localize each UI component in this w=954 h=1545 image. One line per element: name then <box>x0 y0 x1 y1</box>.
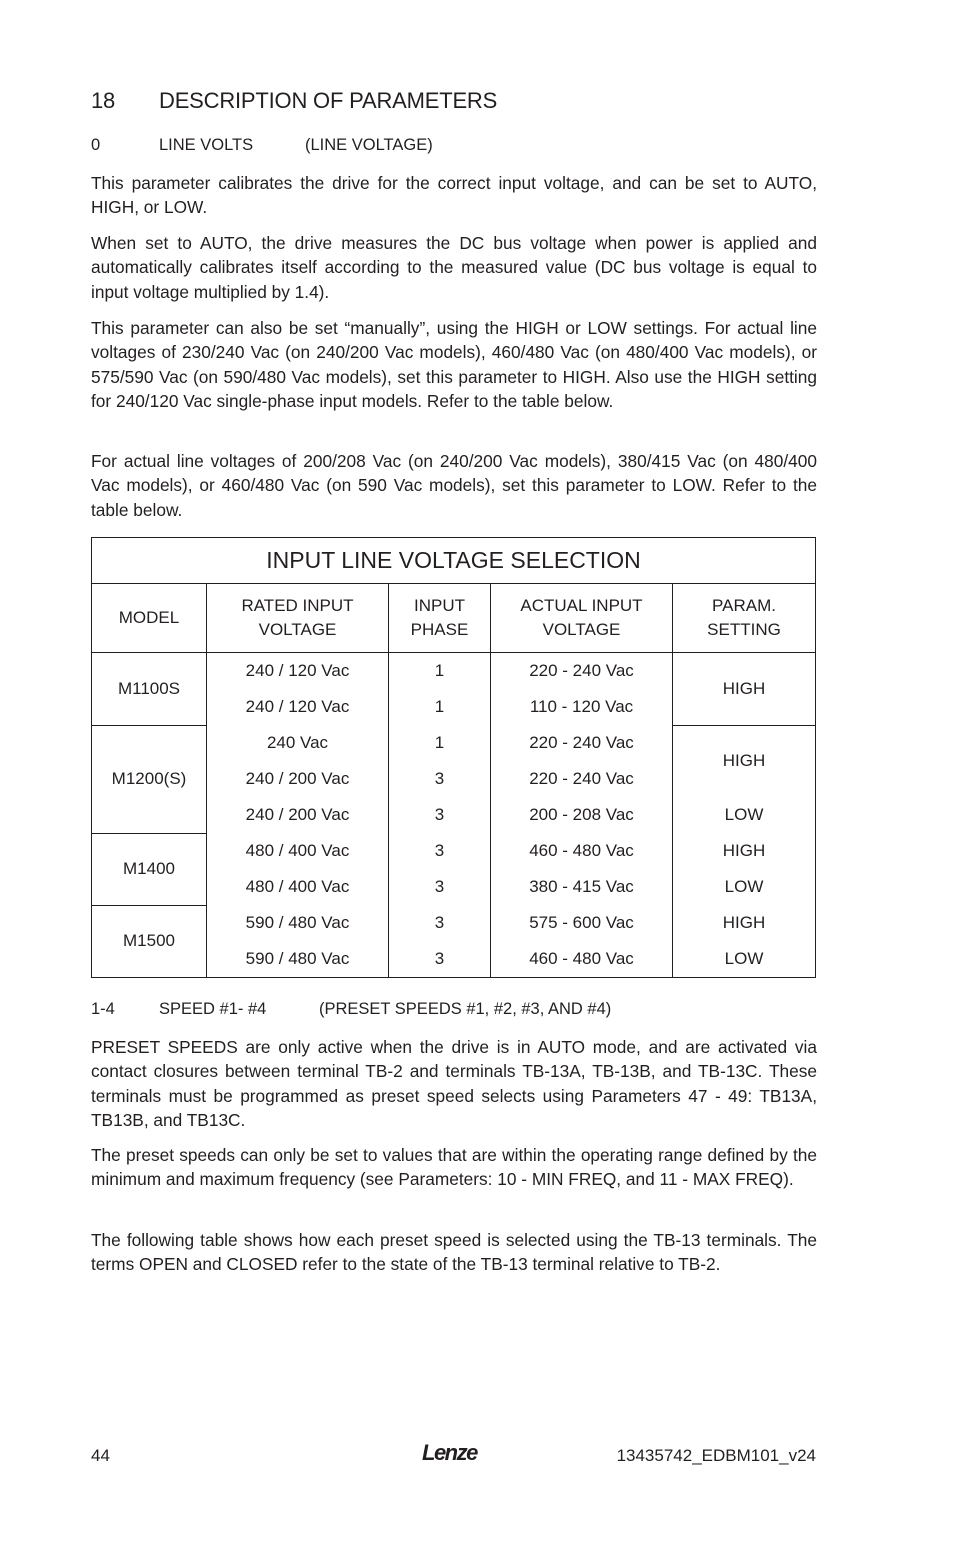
rated-cell: 240 Vac <box>207 725 389 761</box>
setting-cell: HIGH <box>673 905 816 941</box>
rated-cell: 480 / 400 Vac <box>207 833 389 869</box>
actual-cell: 110 - 120 Vac <box>491 689 673 725</box>
header-cell: INPUT PHASE <box>389 584 491 653</box>
phase-cell: 1 <box>389 653 491 690</box>
paragraph-2: When set to AUTO, the drive measures the DC bus voltage when power is applied and automatically calibrates itself according to the measured value (DC bus voltage is equal to input voltage multiplied by 1.4). <box>91 233 817 302</box>
actual-cell: 380 - 415 Vac <box>491 869 673 905</box>
paragraph-3: This parameter can also be set “manually”, using the HIGH or LOW settings. For actual line voltages of 230/240 Vac (on 240/200 Vac models), 460/480 Vac (on 480/400 Vac models), or 575/590 Vac (on 590/480 Vac models), set this parameter to HIGH. Also use the HIGH setting for 240/120 Vac single-phase input models. Refer to the table below. <box>91 318 817 412</box>
param-1-4-heading <box>91 1000 611 1019</box>
setting-cell: HIGH <box>673 653 816 726</box>
header-cell: ACTUAL INPUT VOLTAGE <box>491 584 673 653</box>
header-cell: RATED INPUT VOLTAGE <box>207 584 389 653</box>
setting-cell: LOW <box>673 869 816 905</box>
rated-cell: 590 / 480 Vac <box>207 905 389 941</box>
phase-cell: 3 <box>389 833 491 869</box>
paragraph-4: For actual line voltages of 200/208 Vac (on 240/200 Vac models), 380/415 Vac (on 480/400 Vac models), or 460/480 Vac (on 590 Vac models), set this parameter to LOW. Refer to the table below. <box>91 451 817 520</box>
model-cell: M1500 <box>92 905 207 978</box>
actual-cell: 220 - 240 Vac <box>491 725 673 761</box>
param-name: SPEED #1- #4 <box>159 1000 267 1018</box>
actual-cell: 460 - 480 Vac <box>491 941 673 978</box>
paragraph-6: The preset speeds can only be set to values that are within the operating range defined by the minimum and maximum frequency (see Parameters: 10 - MIN FREQ, and 11 - MAX FREQ). <box>91 1145 817 1190</box>
table-row <box>92 905 816 941</box>
rated-cell: 240 / 120 Vac <box>207 689 389 725</box>
model-cell: M1200(S) <box>92 725 207 833</box>
rated-cell: 240 / 200 Vac <box>207 797 389 833</box>
phase-cell: 3 <box>389 761 491 797</box>
actual-cell: 575 - 600 Vac <box>491 905 673 941</box>
table-title: INPUT LINE VOLTAGE SELECTION <box>92 538 816 584</box>
param-number: 0 <box>91 136 101 154</box>
param-0-heading <box>91 136 433 155</box>
model-cell: M1100S <box>92 653 207 726</box>
phase-cell: 3 <box>389 905 491 941</box>
page-number: 44 <box>91 1446 110 1465</box>
param-number: 1-4 <box>91 1000 115 1018</box>
setting-cell: LOW <box>673 941 816 978</box>
actual-cell: 460 - 480 Vac <box>491 833 673 869</box>
phase-cell: 3 <box>389 941 491 978</box>
table-header-row <box>92 584 816 653</box>
param-name: LINE VOLTS <box>159 136 254 154</box>
header-cell: MODEL <box>92 584 207 653</box>
rated-cell: 240 / 200 Vac <box>207 761 389 797</box>
phase-cell: 1 <box>389 689 491 725</box>
setting-cell: LOW <box>673 797 816 833</box>
rated-cell: 240 / 120 Vac <box>207 653 389 690</box>
phase-cell: 3 <box>389 797 491 833</box>
phase-cell: 1 <box>389 725 491 761</box>
setting-cell: HIGH <box>673 833 816 869</box>
setting-cell: HIGH <box>673 725 816 797</box>
paragraph-1: This parameter calibrates the drive for the correct input voltage, and can be set to AUTO, HIGH, or LOW. <box>91 173 817 218</box>
table-row <box>92 833 816 869</box>
actual-cell: 220 - 240 Vac <box>491 653 673 690</box>
header-cell: PARAM. SETTING <box>673 584 816 653</box>
document-id: 13435742_EDBM101_v24 <box>616 1446 816 1465</box>
lenze-logo: Lenze <box>422 1440 477 1465</box>
table-row <box>92 653 816 690</box>
phase-cell: 3 <box>389 869 491 905</box>
paragraph-7: The following table shows how each preset speed is selected using the TB-13 terminals. The terms OPEN and CLOSED refer to the state of the TB-13 terminal relative to TB-2. <box>91 1230 817 1275</box>
rated-cell: 480 / 400 Vac <box>207 869 389 905</box>
model-cell: M1400 <box>92 833 207 905</box>
voltage-selection-table <box>91 537 816 978</box>
param-desc: (PRESET SPEEDS #1, #2, #3, AND #4) <box>319 1000 612 1018</box>
section-title: DESCRIPTION OF PARAMETERS <box>159 88 498 113</box>
param-desc: (LINE VOLTAGE) <box>305 136 433 154</box>
section-number: 18 <box>91 88 116 113</box>
actual-cell: 220 - 240 Vac <box>491 761 673 797</box>
paragraph-5: PRESET SPEEDS are only active when the drive is in AUTO mode, and are activated via contact closures between terminal TB-2 and terminals TB-13A, TB-13B, and TB-13C. These terminals must be programmed as preset speed selects using Parameters 47 - 49: TB13A, TB13B, and TB13C. <box>91 1037 817 1131</box>
table-row <box>92 725 816 761</box>
actual-cell: 200 - 208 Vac <box>491 797 673 833</box>
rated-cell: 590 / 480 Vac <box>207 941 389 978</box>
section-heading <box>91 88 497 114</box>
